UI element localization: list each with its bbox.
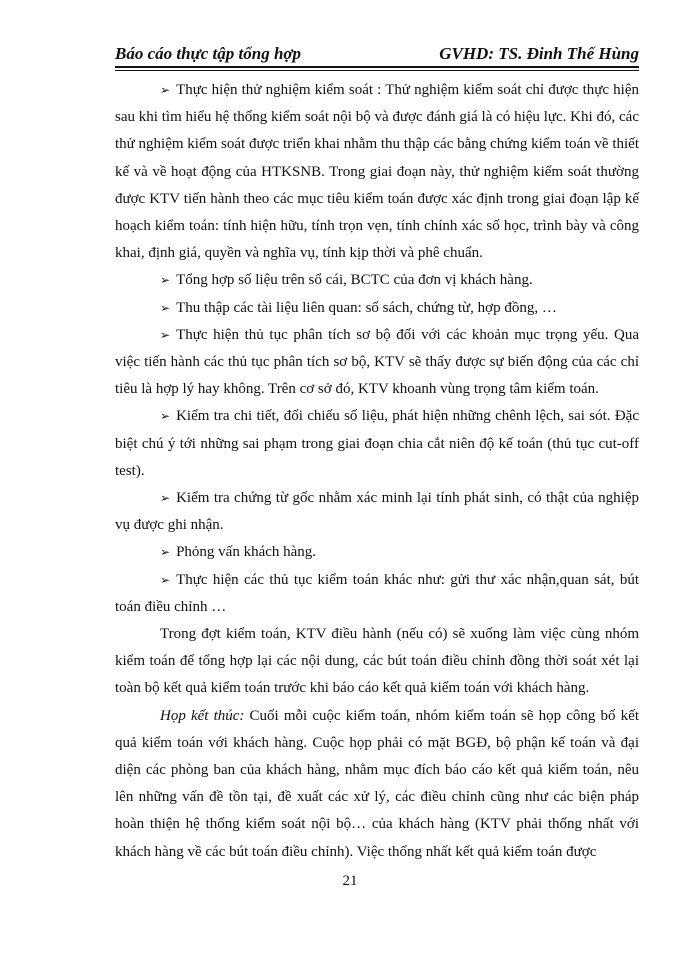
arrowhead-icon: ➢ <box>160 83 171 97</box>
arrowhead-icon: ➢ <box>160 300 171 315</box>
header-supervisor: GVHD: TS. Đinh Thế Hùng <box>439 44 639 63</box>
paragraph-interview: ➢ Phỏng vấn khách hàng. <box>160 544 317 561</box>
body-text <box>115 77 639 866</box>
paragraph-analytical-procedures: ➢ Thực hiện thủ tục phân tích sơ bộ đối với các khoản mục trọng yếu. Qua việc tiến hành các thủ tục phân tích sơ bộ, KTV sẽ thấy được sự biến động của các chỉ tiêu là hợp lý hay không. Trên cơ sở đó, KTV khoanh vùng trọng tâm kiểm toán. <box>115 326 639 398</box>
header-report-title: Báo cáo thực tập tổng hợp <box>115 44 302 63</box>
arrowhead-icon: ➢ <box>160 545 171 560</box>
paragraph-vouching: ➢ Kiểm tra chứng từ gốc nhằm xác minh lại tính phát sinh, có thật của nghiệp vụ được ghi nhận. <box>115 490 639 534</box>
arrowhead-icon: ➢ <box>160 327 171 342</box>
paragraph-control-tests: ➢ Thực hiện thử nghiệm kiểm soát : Thử nghiệm kiểm soát chỉ được thực hiện sau khi tìm hiểu hệ thống kiểm soát nội bộ và được đánh giá là có hiệu lực. Khi đó, các thử nghiệm kiểm soát được triển khai nhằm thu thập các bằng chứng kiểm toán về thiết kế và về hoạt động của HTKSNB. Trong giai đoạn này, thử nghiệm kiểm soát thường được KTV tiến hành theo các mục tiêu kiểm toán được xác định trong giai đoạn lập kế hoạch kiểm toán: tính hiện hữu, tính trọn vẹn, tính chính xác số học, trình bày và công khai, định giá, quyền và nghĩa vụ, tính kịp thời và phê chuẩn. <box>115 82 639 262</box>
paragraph-detail-testing: ➢ Kiểm tra chi tiết, đối chiếu số liệu, phát hiện những chênh lệch, sai sót. Đặc biệt chú ý tới những sai phạm trong giai đoạn chia cắt niên độ kế toán (thủ tục cut-off test). <box>115 408 639 479</box>
paragraph-audit-review: Trong đợt kiểm toán, KTV điều hành (nếu có) sẽ xuống làm việc cùng nhóm kiểm toán để tổng hợp lại các nội dung, các bút toán điều chỉnh đồng thời soát xét lại toàn bộ kết quả kiểm toán trước khi báo cáo kết quả kiểm toán với khách hàng. <box>115 626 639 697</box>
header-rule-thick <box>115 66 639 68</box>
arrowhead-icon: ➢ <box>160 572 171 587</box>
paragraph-closing-meeting: Họp kết thúc: Cuối mỗi cuộc kiểm toán, nhóm kiểm toán sẽ họp công bố kết quả kiểm toán với khách hàng. Cuộc họp phải có mặt BGĐ, bộ phận kế toán và đại diện các phòng ban của khách hàng, nhằm mục đích báo cáo kết quả kiểm toán, nêu lên những vấn đề tồn tại, đề xuất các xử lý, các điều chỉnh cũng như các biện pháp hoàn thiện hệ thống kiểm soát nội bộ… của khách hàng (KTV phải thống nhất với khách hàng về các bút toán điều chỉnh). Việc thống nhất kết quả kiểm toán được <box>115 707 639 860</box>
page-number: 21 <box>342 873 358 889</box>
paragraph-other-procedures: ➢ Thực hiện các thủ tục kiểm toán khác như: gửi thư xác nhận,quan sát, bút toán điều chỉnh … <box>115 571 639 615</box>
arrowhead-icon: ➢ <box>160 273 171 288</box>
closing-meeting-heading: Họp kết thúc: <box>160 707 245 724</box>
arrowhead-icon: ➢ <box>160 409 171 424</box>
arrowhead-icon: ➢ <box>160 491 171 506</box>
paragraph-ledger-summary: ➢ Tổng hợp số liệu trên sổ cái, BCTC của đơn vị khách hàng. <box>160 272 533 289</box>
header-rule-thin <box>115 70 639 71</box>
paragraph-collect-documents: ➢ Thu thập các tài liệu liên quan: sổ sách, chứng từ, hợp đồng, … <box>160 299 557 316</box>
page-header <box>115 38 639 64</box>
